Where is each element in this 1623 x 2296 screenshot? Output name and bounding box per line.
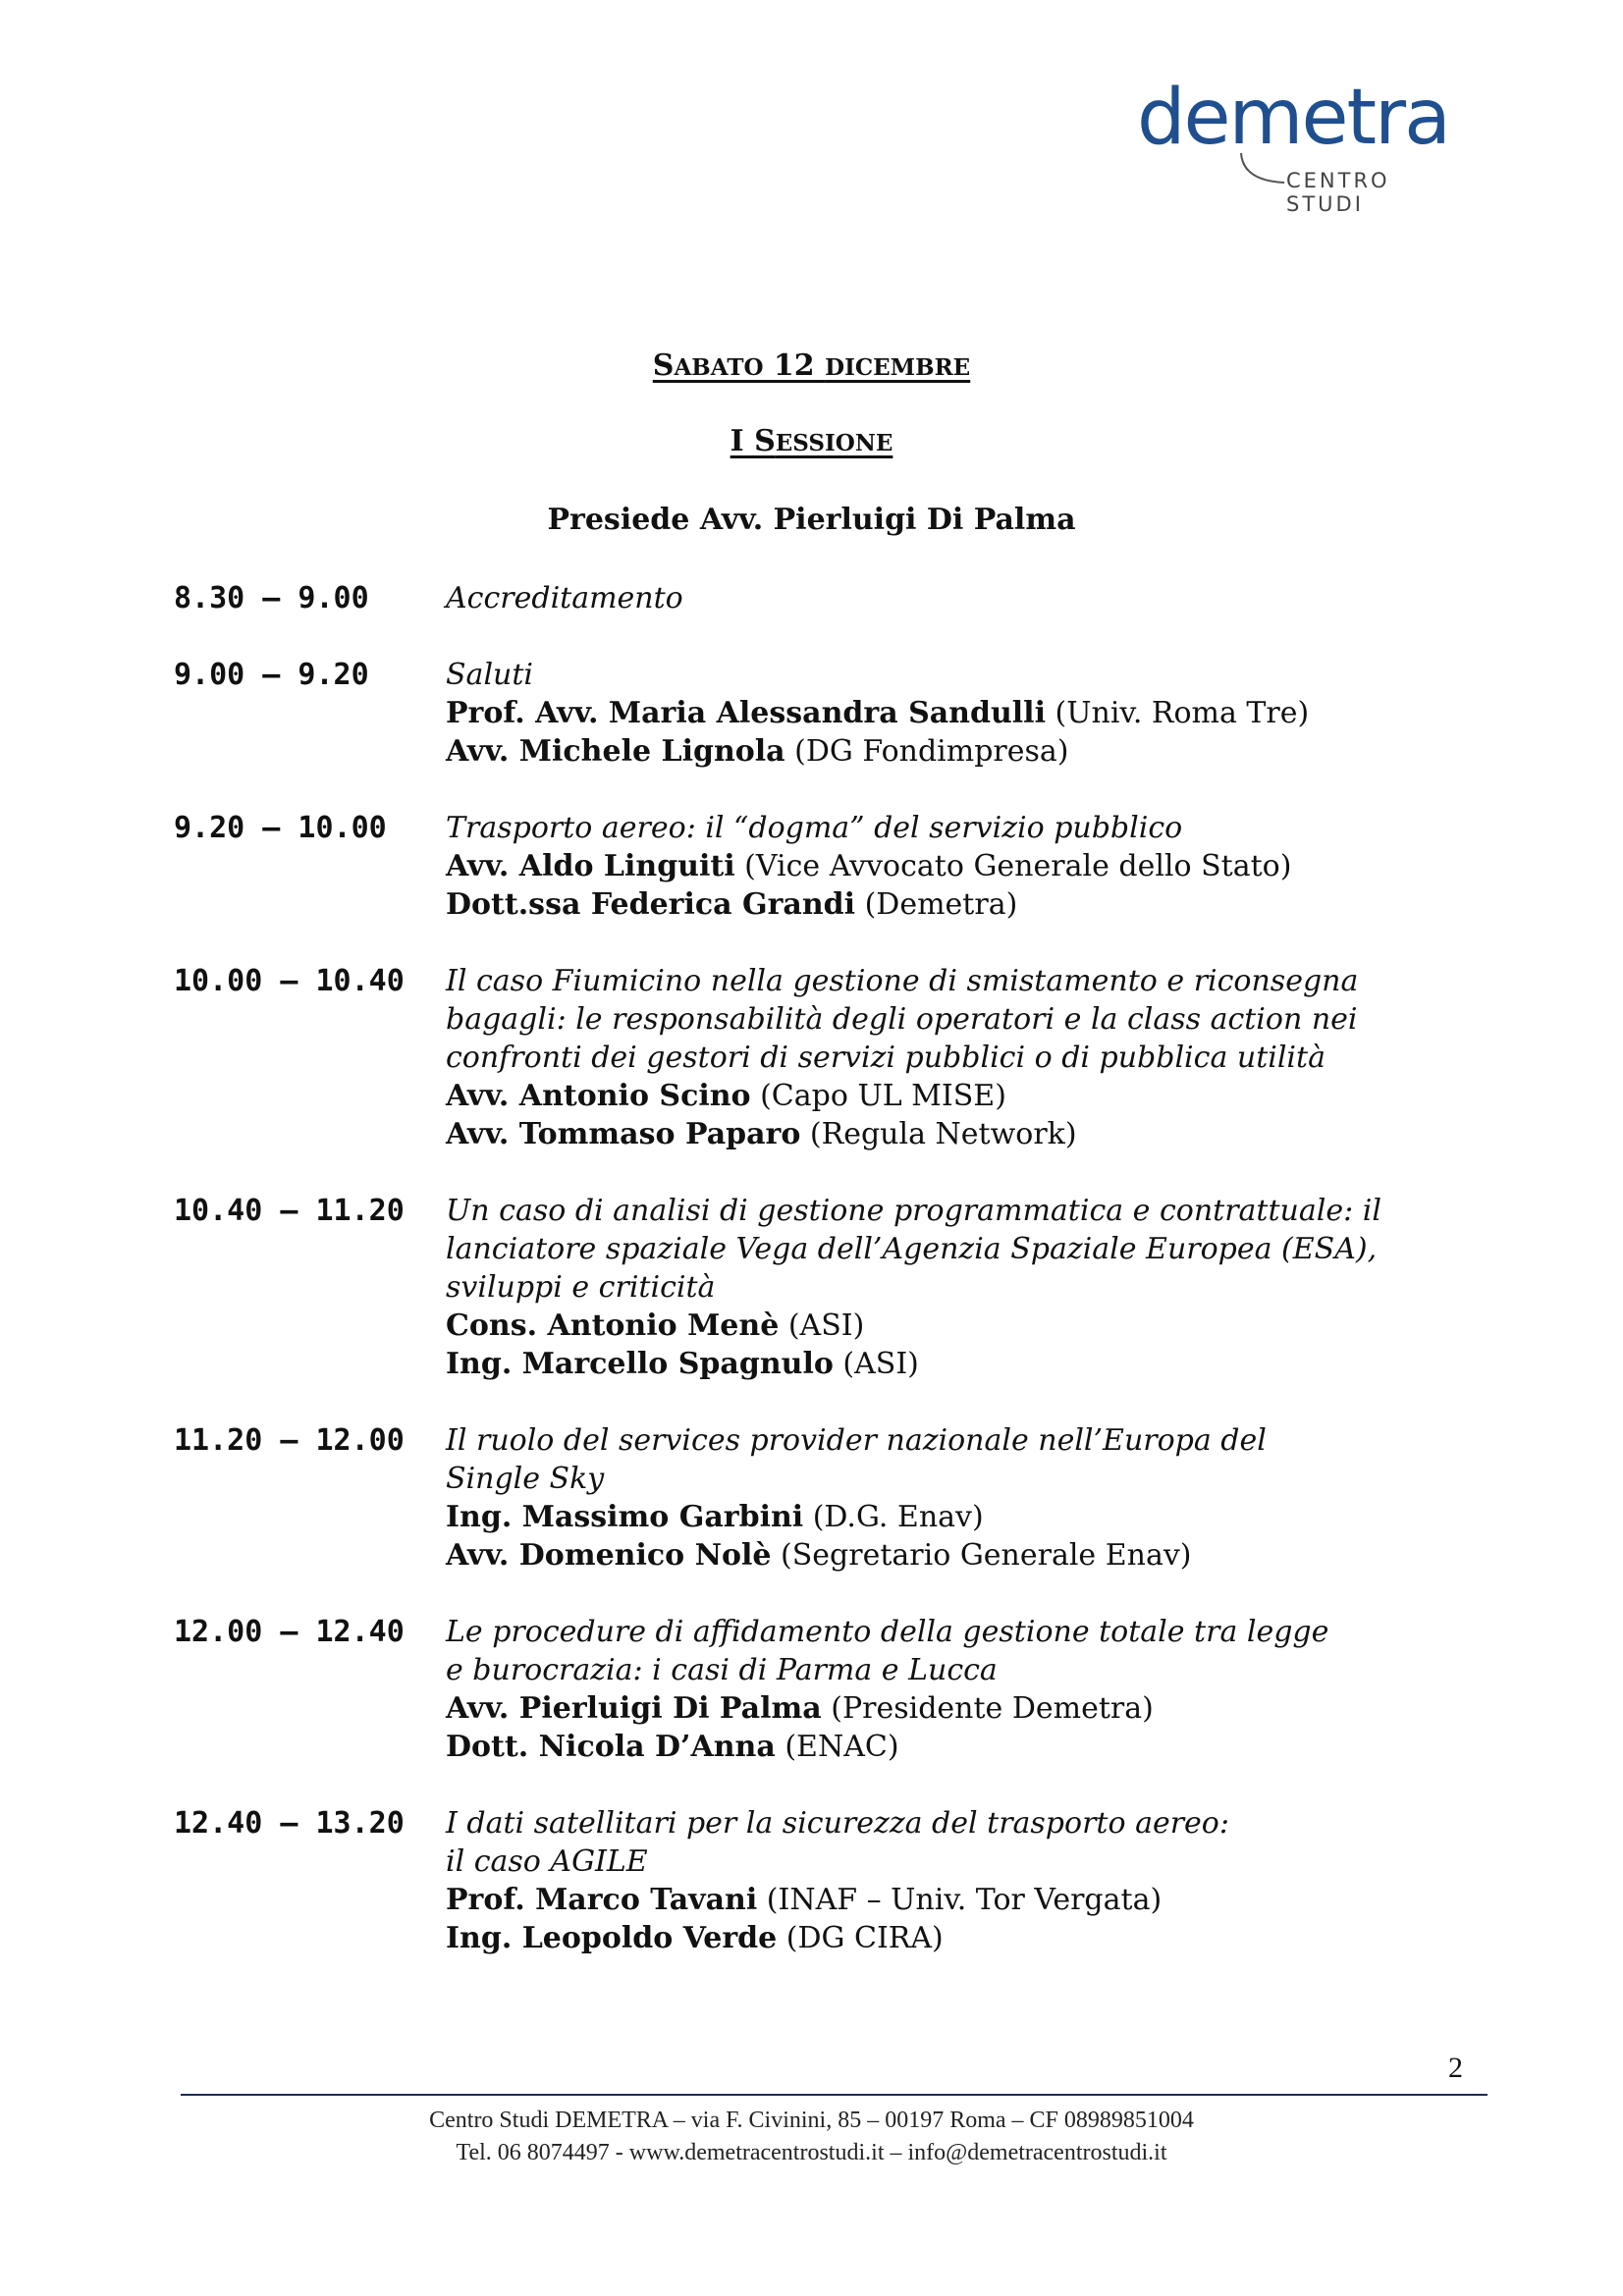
logo-subtitle: CENTRO STUDI: [1286, 169, 1390, 216]
speaker-name: Avv. Aldo Linguiti: [446, 849, 735, 883]
session-details: [446, 809, 1489, 924]
session-topic: Le procedure di affidamento della gestione totale tra legge: [446, 1615, 1329, 1649]
speaker-name: Avv. Pierluigi Di Palma: [446, 1691, 822, 1726]
session-time: 12.00 – 12.40: [174, 1615, 405, 1649]
speaker: [446, 1345, 1489, 1383]
session-topic: Il ruolo del services provider nazionale nell’Europa del: [446, 1423, 1267, 1458]
speaker-role: (ASI): [833, 1347, 919, 1381]
speaker-name: Avv. Tommaso Paparo: [446, 1117, 801, 1151]
speaker-name: Cons. Antonio Menè: [446, 1308, 780, 1343]
session-details: [446, 962, 1489, 1153]
footer-contacts: Tel. 06 8074497 - www.demetracentrostudi.it – info@demetracentrostudi.it: [456, 2140, 1167, 2165]
speaker-role: (Presidente Demetra): [821, 1691, 1154, 1726]
speaker-name: Avv. Domenico Nolè: [446, 1538, 772, 1573]
session-topic: Un caso di analisi di gestione programmatica e contrattuale: il: [446, 1194, 1381, 1228]
session-topic: e burocrazia: i casi di Parma e Lucca: [446, 1653, 998, 1687]
speaker: [446, 1689, 1489, 1728]
session-details: [446, 656, 1489, 771]
speaker-role: (Demetra): [855, 887, 1018, 922]
speaker: [446, 1115, 1489, 1153]
speaker: [446, 1919, 1489, 1957]
schedule-row: [174, 579, 1489, 617]
session-topic: Single Sky: [446, 1462, 605, 1496]
schedule-row: [174, 1804, 1489, 1957]
session-details: [446, 1613, 1489, 1766]
speaker-name: Ing. Marcello Spagnulo: [446, 1347, 834, 1381]
speaker: [446, 1881, 1489, 1919]
speaker-role: (D.G. Enav): [803, 1500, 984, 1534]
speaker: [446, 847, 1489, 885]
schedule-row: [174, 1192, 1489, 1383]
page-number: 2: [1448, 2052, 1463, 2084]
session-details: [446, 579, 1489, 617]
session-details: [446, 1804, 1489, 1957]
speaker-role: (ENAC): [775, 1730, 899, 1764]
session-time: 9.00 – 9.20: [174, 658, 369, 692]
demetra-logo: [1129, 71, 1453, 218]
day-heading: SABATO 12 DICEMBRE: [652, 348, 971, 383]
speaker-role: (DG Fondimpresa): [784, 734, 1069, 769]
speaker-role: (INAF – Univ. Tor Vergata): [757, 1883, 1163, 1917]
session-topic: bagagli: le responsabilità degli operatori e la class action nei: [446, 1002, 1358, 1037]
session-topic: I dati satellitari per la sicurezza del trasporto aereo:: [446, 1806, 1229, 1841]
speaker-role: (ASI): [779, 1308, 865, 1343]
schedule-row: [174, 1421, 1489, 1575]
session-topic: Trasporto aereo: il “dogma” del servizio pubblico: [446, 811, 1183, 845]
speaker-name: Dott. Nicola D’Anna: [446, 1730, 776, 1764]
speaker-role: (Segretario Generale Enav): [771, 1538, 1192, 1573]
session-details: [446, 1421, 1489, 1575]
session-details: [446, 1192, 1489, 1383]
speaker: [446, 1077, 1489, 1115]
session-topic: il caso AGILE: [446, 1844, 648, 1879]
session-time: 12.40 – 13.20: [174, 1806, 405, 1841]
session-heading: I SESSIONE: [730, 424, 893, 458]
speaker-role: (DG CIRA): [777, 1921, 944, 1955]
speaker: [446, 732, 1489, 771]
chair-line: Presiede Avv. Pierluigi Di Palma: [547, 503, 1076, 537]
speaker: [446, 1498, 1489, 1536]
session-time: 11.20 – 12.00: [174, 1423, 405, 1458]
session-topic: lanciatore spaziale Vega dell’Agenzia Spaziale Europea (ESA),: [446, 1232, 1378, 1266]
session-time: 8.30 – 9.00: [174, 581, 369, 615]
session-topic: Il caso Fiumicino nella gestione di smistamento e riconsegna: [446, 964, 1359, 998]
speaker: [446, 885, 1489, 924]
schedule-row: [174, 1613, 1489, 1766]
footer-divider: [181, 2094, 1488, 2096]
schedule-row: [174, 962, 1489, 1153]
session-list: [174, 579, 1489, 1996]
session-time: 10.00 – 10.40: [174, 964, 405, 998]
speaker-name: Prof. Avv. Maria Alessandra Sandulli: [446, 696, 1046, 730]
speaker-name: Dott.ssa Federica Grandi: [446, 887, 856, 922]
schedule-row: [174, 809, 1489, 924]
speaker-name: Prof. Marco Tavani: [446, 1883, 758, 1917]
speaker-role: (Capo UL MISE): [750, 1079, 1006, 1113]
footer-address: Centro Studi DEMETRA – via F. Civinini, 85 – 00197 Roma – CF 08989851004: [429, 2108, 1194, 2133]
speaker: [446, 1728, 1489, 1766]
session-topic: confronti dei gestori di servizi pubblici o di pubblica utilità: [446, 1041, 1325, 1075]
speaker-name: Ing. Leopoldo Verde: [446, 1921, 778, 1955]
speaker-role: (Vice Avvocato Generale dello Stato): [734, 849, 1292, 883]
speaker: [446, 694, 1489, 732]
speaker-name: Avv. Michele Lignola: [446, 734, 785, 769]
session-topic: Saluti: [446, 658, 534, 692]
speaker-name: Avv. Antonio Scino: [446, 1079, 751, 1113]
speaker-role: (Univ. Roma Tre): [1045, 696, 1310, 730]
session-time: 10.40 – 11.20: [174, 1194, 405, 1228]
session-time: 9.20 – 10.00: [174, 811, 387, 845]
logo-wordmark: demetra: [1137, 74, 1449, 162]
session-topic: sviluppi e criticità: [446, 1270, 716, 1305]
session-topic: Accreditamento: [446, 581, 683, 615]
speaker-role: (Regula Network): [800, 1117, 1077, 1151]
speaker: [446, 1307, 1489, 1345]
schedule-row: [174, 656, 1489, 771]
speaker-name: Ing. Massimo Garbini: [446, 1500, 804, 1534]
speaker: [446, 1536, 1489, 1575]
